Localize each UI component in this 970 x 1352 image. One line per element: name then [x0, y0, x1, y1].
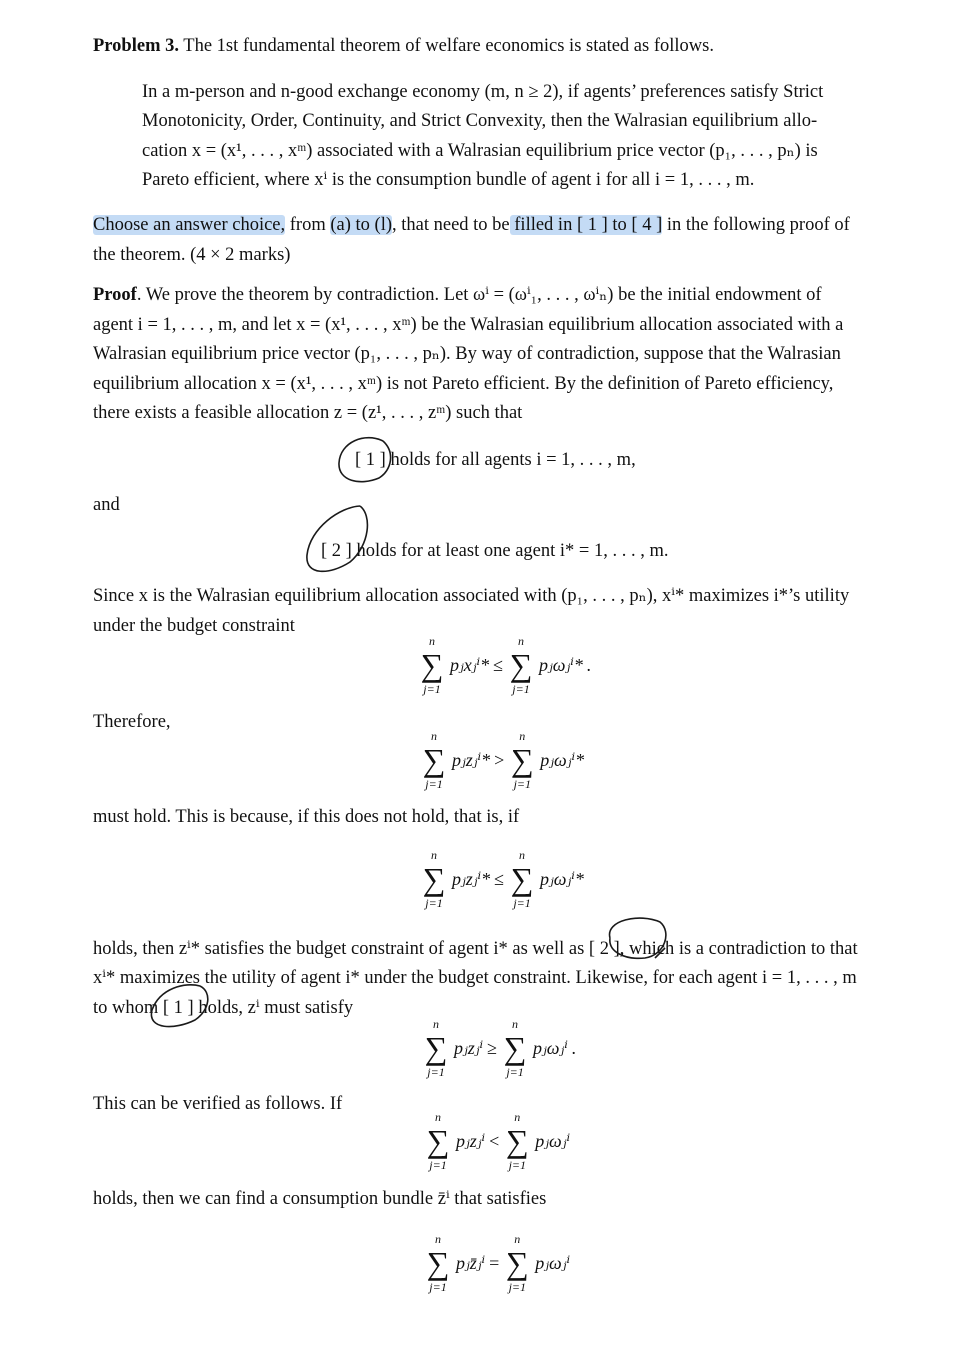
sum-symbol: n ∑ j=1 [505, 1232, 529, 1294]
proof-line-2: agent i = 1, . . . , m, and let x = (x¹, . . . , xᵐ) be the Walrasian equilibrium allocation associated with a [93, 315, 844, 335]
problem-label: Problem 3. [93, 36, 179, 56]
equation-4 [422, 1017, 577, 1079]
eq4-lhs: pⱼzⱼⁱ [454, 1038, 484, 1058]
sum-symbol: n ∑ j=1 [509, 634, 533, 696]
eq2-lhs: pⱼzⱼⁱ* [452, 750, 491, 770]
eq3-lhs: pⱼzⱼⁱ* [452, 869, 491, 889]
problem-statement [93, 35, 714, 57]
instruction-text-3: in the following proof of [662, 215, 850, 235]
eq2-rel: > [494, 750, 505, 770]
equation-5 [424, 1110, 571, 1172]
instruction-text: from [285, 215, 331, 235]
since-line-2: under the budget constraint [93, 616, 295, 636]
highlight-blanks: filled in [ 1 ] to [ 4 ] [509, 215, 663, 235]
sum-symbol: n ∑ j=1 [424, 1017, 448, 1079]
proof-line-1 [93, 284, 822, 306]
theorem-line-2: Monotonicity, Order, Continuity, and Strict Convexity, then the Walrasian equilibrium allo- [142, 111, 818, 131]
and-text: and [93, 495, 120, 515]
proof-label: Proof [93, 285, 137, 305]
holds-line-1: holds, then zⁱ* satisfies the budget constraint of agent i* as well as [ 2 ], which is a contradiction to that [93, 939, 858, 959]
since-line-1: Since x is the Walrasian equilibrium allocation associated with (p₁, . . . , pₙ), xⁱ* maximizes i*’s utility [93, 586, 850, 606]
eq5-rel: < [489, 1131, 500, 1151]
problem-intro: The 1st fundamental theorem of welfare economics is stated as follows. [183, 36, 714, 56]
sum-symbol: n ∑ j=1 [426, 1110, 450, 1172]
eq6-rel: = [489, 1253, 500, 1273]
eq1-rel: ≤ [493, 655, 504, 675]
eq3-rhs: pⱼωⱼⁱ* [540, 869, 584, 889]
theorem-line-3: cation x = (x¹, . . . , xᵐ) associated with a Walrasian equilibrium price vector (p₁, . . . , pₙ) is [142, 141, 818, 161]
sum-symbol: n ∑ j=1 [420, 634, 444, 696]
eq6-rhs: pⱼωⱼⁱ [535, 1253, 571, 1273]
proof-line-5: there exists a feasible allocation z = (z¹, . . . , zᵐ) such that [93, 403, 523, 423]
theorem-line-1: In a m-person and n-good exchange economy (m, n ≥ 2), if agents’ preferences satisfy Strict [142, 82, 824, 102]
instruction-line-2: the theorem. (4 × 2 marks) [93, 245, 291, 265]
holds-line-2: xⁱ* maximizes the utility of agent i* under the budget constraint. Likewise, for each agent i = 1, . . . , m [93, 968, 857, 988]
eq2-rhs: pⱼωⱼⁱ* [540, 750, 585, 770]
theorem-line-4: Pareto efficient, where xⁱ is the consumption bundle of agent i for all i = 1, . . . , m. [142, 170, 755, 190]
sum-symbol: n ∑ j=1 [510, 848, 534, 910]
equation-3 [420, 848, 584, 910]
sum-symbol: n ∑ j=1 [422, 848, 446, 910]
equation-1 [418, 634, 592, 696]
eq1-lhs: pⱼxⱼⁱ* [450, 655, 490, 675]
instruction-text-2: , that need to be [392, 215, 510, 235]
highlight-range: (a) to (l) [330, 215, 392, 235]
instruction-line-1 [93, 214, 850, 236]
eq6-lhs: pⱼz̄ⱼⁱ [456, 1253, 486, 1273]
sum-symbol: n ∑ j=1 [422, 729, 446, 791]
blank-1-statement: [ 1 ] holds for all agents i = 1, . . . , m, [355, 450, 636, 470]
eq5-lhs: pⱼzⱼⁱ [456, 1131, 486, 1151]
proof-line-4: equilibrium allocation x = (x¹, . . . , xᵐ) is not Pareto efficient. By the definition of Pareto efficiency, [93, 374, 834, 394]
holds-line-3: to whom [ 1 ] holds, zⁱ must satisfy [93, 998, 354, 1018]
highlight-choose: Choose an answer choice, [93, 215, 286, 235]
sum-symbol: n ∑ j=1 [426, 1232, 450, 1294]
blank-2-statement: [ 2 ] holds for at least one agent i* = 1, . . . , m. [321, 541, 669, 561]
proof-line-3: Walrasian equilibrium price vector (p₁, . . . , pₙ). By way of contradiction, suppose that the Walrasian [93, 344, 841, 364]
eq5-rhs: pⱼωⱼⁱ [535, 1131, 571, 1151]
eq4-rel: ≥ [487, 1038, 498, 1058]
eq1-rhs: pⱼωⱼⁱ* [539, 655, 583, 675]
sum-symbol: n ∑ j=1 [503, 1017, 527, 1079]
sum-symbol: n ∑ j=1 [505, 1110, 529, 1172]
eq4-end: . [571, 1038, 577, 1058]
eq3-rel: ≤ [494, 869, 505, 889]
equation-6 [424, 1232, 571, 1294]
eq4-rhs: pⱼωⱼⁱ [533, 1038, 568, 1058]
equation-2 [420, 729, 585, 791]
holds-2-text: holds, then we can find a consumption bundle z̄ⁱ that satisfies [93, 1189, 547, 1209]
must-hold-text: must hold. This is because, if this does not hold, that is, if [93, 807, 520, 827]
therefore-text: Therefore, [93, 712, 171, 732]
proof-text-1: . We prove the theorem by contradiction. Let ωⁱ = (ωⁱ₁, . . . , ωⁱₙ) be the initial endowment of [136, 285, 822, 305]
verify-text: This can be verified as follows. If [93, 1094, 343, 1114]
eq1-end: . [586, 655, 592, 675]
sum-symbol: n ∑ j=1 [510, 729, 534, 791]
